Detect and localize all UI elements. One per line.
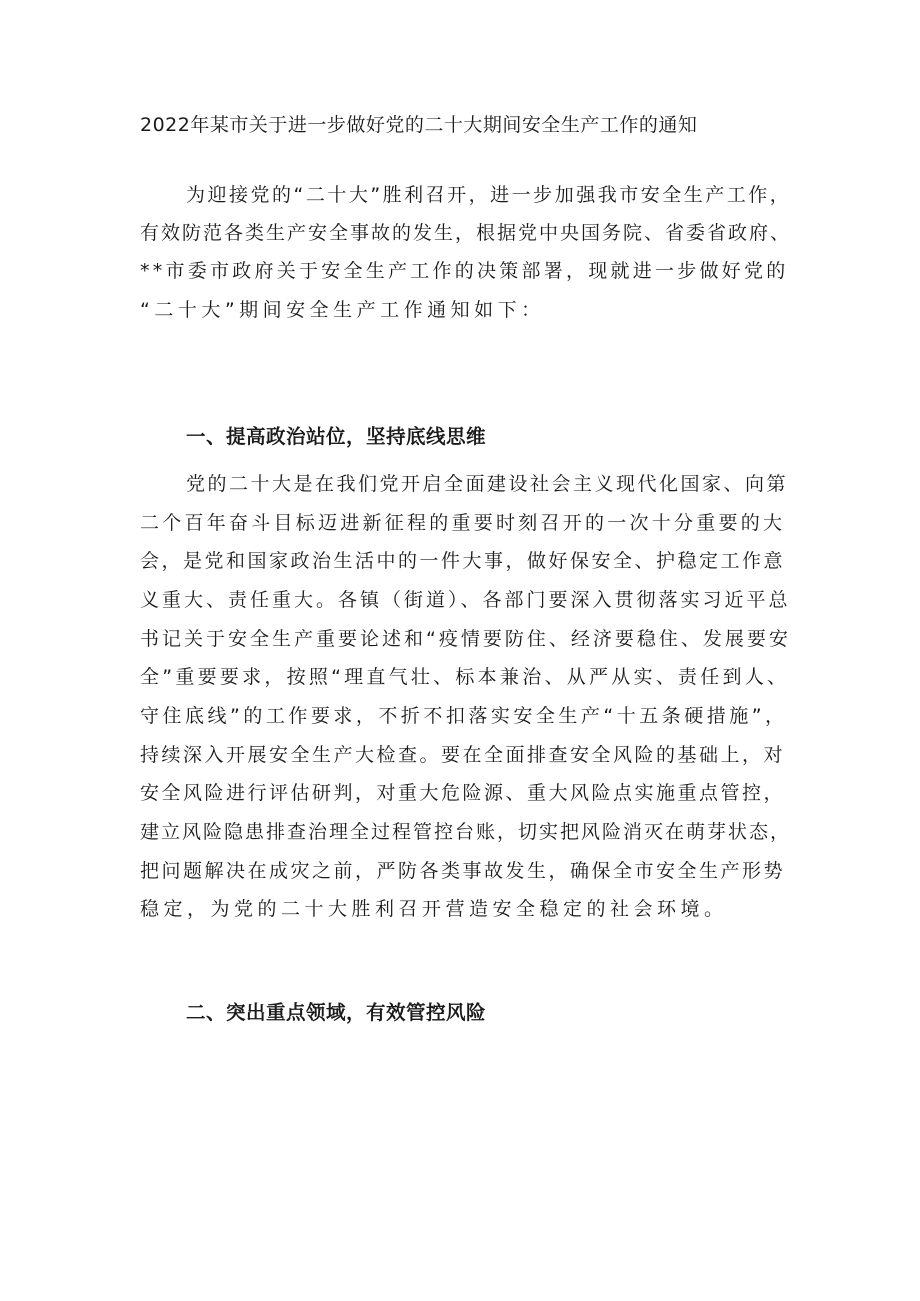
paragraph-line: 持续深入开展安全生产大检查。要在全面排查安全风险的基础上，对 [140,744,786,766]
section-heading-1: 一、提高政治站位，坚持底线思维 [186,425,487,448]
paragraph-line: 义重大、责任重大。各镇（街道）、各部门要深入贯彻落实习近平总 [140,589,791,611]
paragraph-line: 建立风险隐患排查治理全过程管控台账，切实把风险消灭在萌芽状态， [140,821,792,843]
intro-line: 有效防范各类生产安全事故的发生，根据党中央国务院、省委省政府、 [140,222,792,244]
paragraph-line: 党的二十大是在我们党开启全面建设社会主义现代化国家、向第 [186,473,789,495]
paragraph-line: 全”重要要求，按照“理直气壮、标本兼治、从严从实、责任到人、 [140,666,790,688]
paragraph-line: 会，是党和国家政治生活中的一件大事，做好保安全、护稳定工作意 [140,550,786,572]
paragraph-line: 安全风险进行评估研判，对重大危险源、重大风险点实施重点管控， [140,782,786,804]
section-heading-2: 二、突出重点领域，有效管控风险 [186,1001,487,1024]
intro-line: “二十大”期间安全生产工作通知如下： [140,299,545,321]
paragraph-line: 书记关于安全生产重要论述和“疫情要防住、经济要稳住、发展要安 [140,628,791,650]
paragraph-line: 把问题解决在成灾之前，严防各类事故发生，确保全市安全生产形势 [140,860,786,882]
document-title: 2022年某市关于进一步做好党的二十大期间安全生产工作的通知 [140,114,698,136]
paragraph-line: 稳定，为党的二十大胜利召开营造安全稳定的社会环境。 [140,898,728,920]
paragraph-line: 二个百年奋斗目标迈进新征程的重要时刻召开的一次十分重要的大 [140,512,786,534]
intro-line: **市委市政府关于安全生产工作的决策部署，现就进一步做好党的 [140,260,789,282]
intro-line: 为迎接党的“二十大”胜利召开，进一步加强我市安全生产工作， [186,184,792,206]
paragraph-line: 守住底线”的工作要求，不折不扣落实安全生产“十五条硬措施”， [140,705,788,727]
